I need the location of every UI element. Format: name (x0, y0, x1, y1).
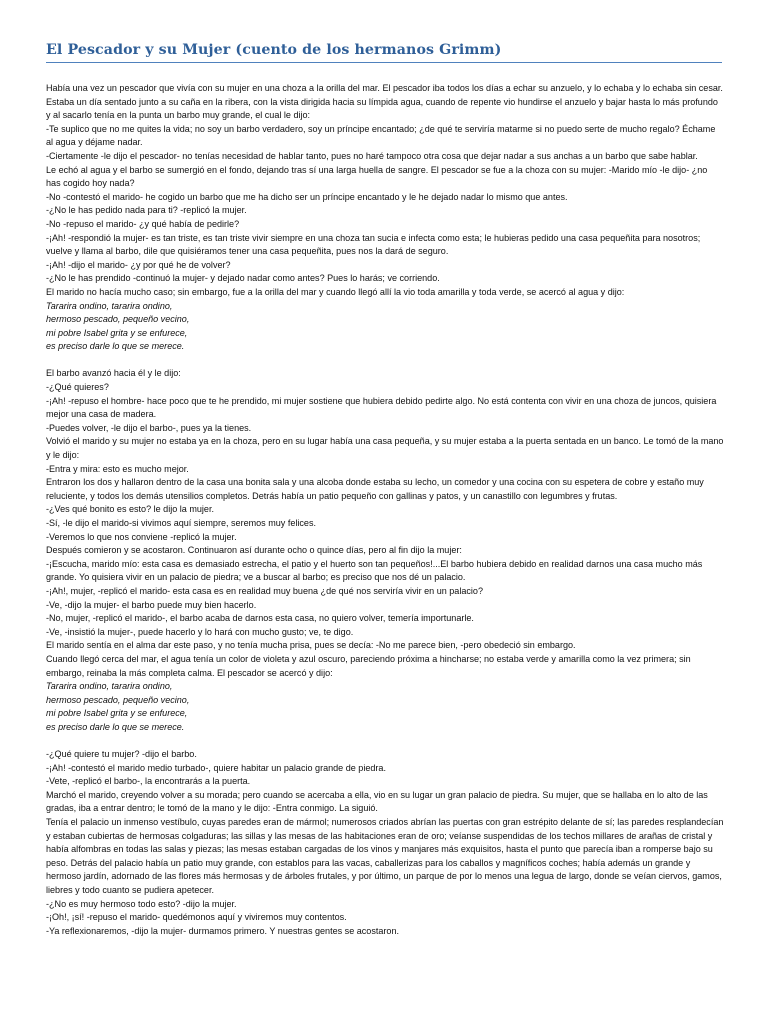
story-paragraph: -¿Qué quiere tu mujer? -dijo el barbo. (46, 749, 197, 760)
story-paragraph: -¿No le has prendido -continuó la mujer- y dejado nadar como antes? Pues lo harás; ve corriendo. (46, 273, 440, 284)
verse-line: Tararira ondino, tararira ondino, (46, 681, 173, 692)
blank-line (46, 735, 724, 749)
story-paragraph: El marido no hacía mucho caso; sin embargo, fue a la orilla del mar y cuando llegó allí la vio toda amarilla y toda verde, se acercó al agua y dijo: (46, 286, 625, 297)
story-paragraph: -Te suplico que no me quites la vida; no soy un barbo verdadero, soy un príncipe encantado; ¿de qué te serviría matarme si no puedo serte de mucho regalo? Échame al agua y déjame nadar. (46, 123, 716, 148)
story-paragraph: -Sí, -le dijo el marido-si vivimos aquí siempre, seremos muy felices. (46, 518, 316, 528)
story-paragraph: -¡Escucha, marido mío: esta casa es demasiado estrecha, el patio y el huerto son tan pequeños!...El barbo hubiera debido en realidad darnos una casa mucho más grande. Yo quisiera vivir en un palacio de piedra; ve a buscar al barbo; es preciso que nos dé un palacio. (46, 558, 703, 583)
story-paragraph: -Veremos lo que nos conviene -replicó la mujer. (46, 531, 237, 542)
story-paragraph: -Ve, -dijo la mujer- el barbo puede muy bien hacerlo. (46, 599, 257, 610)
story-paragraph: -Entra y mira: esto es mucho mejor. (46, 463, 189, 474)
verse-line: mi pobre Isabel grita y se enfurece, (46, 708, 188, 719)
story-paragraph: -¡Ah! -contestó el marido medio turbado-, quiere habitar un palacio grande de piedra. (46, 762, 386, 773)
story-paragraph: Después comieron y se acostaron. Continuaron así durante ocho o quince días, pero al fin dijo la mujer: (46, 545, 462, 556)
story-paragraph: Cuando llegó cerca del mar, el agua tenía un color de violeta y azul oscuro, pareciendo próxima a hincharse; no estaba verde y amarilla como la vez primera; sin embargo, reinaba la más completa calma. El pescador se acercó y dijo: (46, 653, 691, 678)
story-paragraph: Entraron los dos y hallaron dentro de la casa una bonita sala y una alcoba donde estaba su lecho, un comedor y una cocina con su espetera de cobre y estaño muy reluciente, y todos los demás utensilios completos. Detrás había un patio pequeño con gallinas y patos, y un canastillo con legumbres y frutas. (46, 477, 704, 501)
story-paragraph: -¿Ves qué bonito es esto? le dijo la mujer. (46, 504, 214, 515)
story-paragraph: -Ciertamente -le dijo el pescador- no tenías necesidad de hablar tanto, pues no haré tampoco otra cosa que dejar nadar a sus anchas a un barbo que sabe hablar. (46, 150, 698, 161)
story-paragraph: El marido sentía en el alma dar este paso, y no tenía mucha prisa, pues se decía: -No me parece bien, -pero obedeció sin embargo. (46, 640, 576, 651)
title-divider (46, 62, 722, 63)
verse-line: es preciso darle lo que se merece. (46, 721, 185, 732)
story-paragraph: -Vete, -replicó el barbo-, la encontrarás a la puerta. (46, 776, 251, 787)
story-paragraph: Marchó el marido, creyendo volver a su morada; pero cuando se acercaba a ella, vio en su lugar un gran palacio de piedra. Su mujer, que se hallaba en lo alto de las gradas, iba a entrar dentro; le tomó de la mano y le dijo: -Entra conmigo. La siguió. (46, 789, 708, 814)
story-paragraph: -¡Ah!, mujer, -replicó el marido- esta casa es en realidad muy buena ¿de qué nos serviría vivir en un palacio? (46, 585, 483, 596)
story-paragraph: Le echó al agua y el barbo se sumergió en el fondo, dejando tras sí una larga huella de sangre. El pescador se fue a la choza con su mujer: -Marido mío -le dijo- ¿no has cogido hoy nada? (46, 164, 708, 189)
verse-line: hermoso pescado, pequeño vecino, (46, 314, 190, 325)
story-paragraph: -¿Qué quieres? (46, 382, 109, 393)
verse-line: hermoso pescado, pequeño vecino, (46, 694, 190, 705)
story-paragraph: -¡Ah! -dijo el marido- ¿y por qué he de volver? (46, 259, 231, 270)
story-paragraph: -¿No es muy hermoso todo esto? -dijo la mujer. (46, 898, 237, 909)
document-title: El Pescador y su Mujer (cuento de los hermanos Grimm) (46, 42, 502, 58)
story-paragraph: -¿No le has pedido nada para ti? -replicó la mujer. (46, 205, 247, 216)
story-paragraph: Estaba un día sentado junto a su caña en la ribera, con la vista dirigida hacia su límpida agua, cuando de repente vio hundirse el anzuelo y bajar hasta lo más profundo y al sacarlo tenía en la punta un barbo muy grande, el cual le dijo: (46, 96, 718, 121)
story-paragraph: -No -contestó el marido- he cogido un barbo que me ha dicho ser un príncipe encantado y le he dejado nadar lo mismo que antes. (46, 191, 568, 202)
story-paragraph: Volvió el marido y su mujer no estaba ya en la choza, pero en su lugar había una casa pequeña, y su mujer estaba a la puerta sentada en un banco. Le tomó de la mano y le dijo: (46, 436, 724, 461)
verse-line: Tararira ondino, tararira ondino, (46, 300, 173, 311)
story-paragraph: -No, mujer, -replicó el marido-, el barbo acaba de darnos esta casa, no quiero volver, temería importunarle. (46, 613, 474, 624)
blank-line (46, 354, 724, 368)
story-paragraph: -¡Ah! -repuso el hombre- hace poco que te he prendido, mi mujer sostiene que hubiera debido pedirte algo. No está contenta con vivir en una choza de juncos, quisiera mejor una casa de madera. (46, 395, 717, 420)
story-paragraph: -Puedes volver, -le dijo el barbo-, pues ya la tienes. (46, 422, 252, 433)
verse-line: es preciso darle lo que se merece. (46, 341, 185, 352)
story-paragraph: -¡Ah! -respondió la mujer- es tan triste, es tan triste vivir siempre en una choza tan sucia e infecta como esta; le hubieras pedido una casa pequeñita para nosotros; vuelve y llama al barbo, dile que quisiéramos tener una casa pequeñita, pues nos la dará de seguro. (46, 232, 701, 257)
story-paragraph: Había una vez un pescador que vivía con su mujer en una choza a la orilla del mar. El pescador iba todos los días a echar su anzuelo, y lo echaba y lo echaba sin cesar. (46, 83, 723, 93)
story-paragraph: Tenía el palacio un inmenso vestíbulo, cuyas paredes eran de mármol; numerosos criados abrían las puertas con gran estrépito delante de sí; las paredes resplandecían y estaban cubiertas de hermosas colgaduras; las sillas y las mesas de las habitaciones eran de oro; veíanse suspendidas de los techos millares de arañas de cristal y había alfombras en todas las salas y piezas; las mesas estaban cargadas de los vinos y manjares más exquisitos, hasta el punto que parecía iban a romperse bajo su peso. Detrás del palacio había un patio muy grande, con establos para las vacas, caballerizas para los caballos y magníficos coches; había además un grande y hermoso jardín, adornado de las flores más hermosas y de árboles frutales, y por último, un parque de por lo menos una legua de largo, donde se veían ciervos, gamos, liebres y todo cuanto se pudiera apetecer. (46, 817, 724, 896)
verse-line: mi pobre Isabel grita y se enfurece, (46, 327, 188, 338)
story-paragraph: -¡Oh!, ¡sí! -repuso el marido- quedémonos aquí y viviremos muy contentos. (46, 912, 347, 923)
story-paragraph: El barbo avanzó hacia él y le dijo: (46, 368, 181, 379)
story-paragraph: -Ya reflexionaremos, -dijo la mujer- durmamos primero. Y nuestras gentes se acostaron. (46, 925, 399, 936)
story-body (46, 82, 724, 938)
story-paragraph: -Ve, -insistió la mujer-, puede hacerlo y lo hará con mucho gusto; ve, te digo. (46, 626, 354, 637)
story-paragraph: -No -repuso el marido- ¿y qué había de pedirle? (46, 218, 240, 229)
